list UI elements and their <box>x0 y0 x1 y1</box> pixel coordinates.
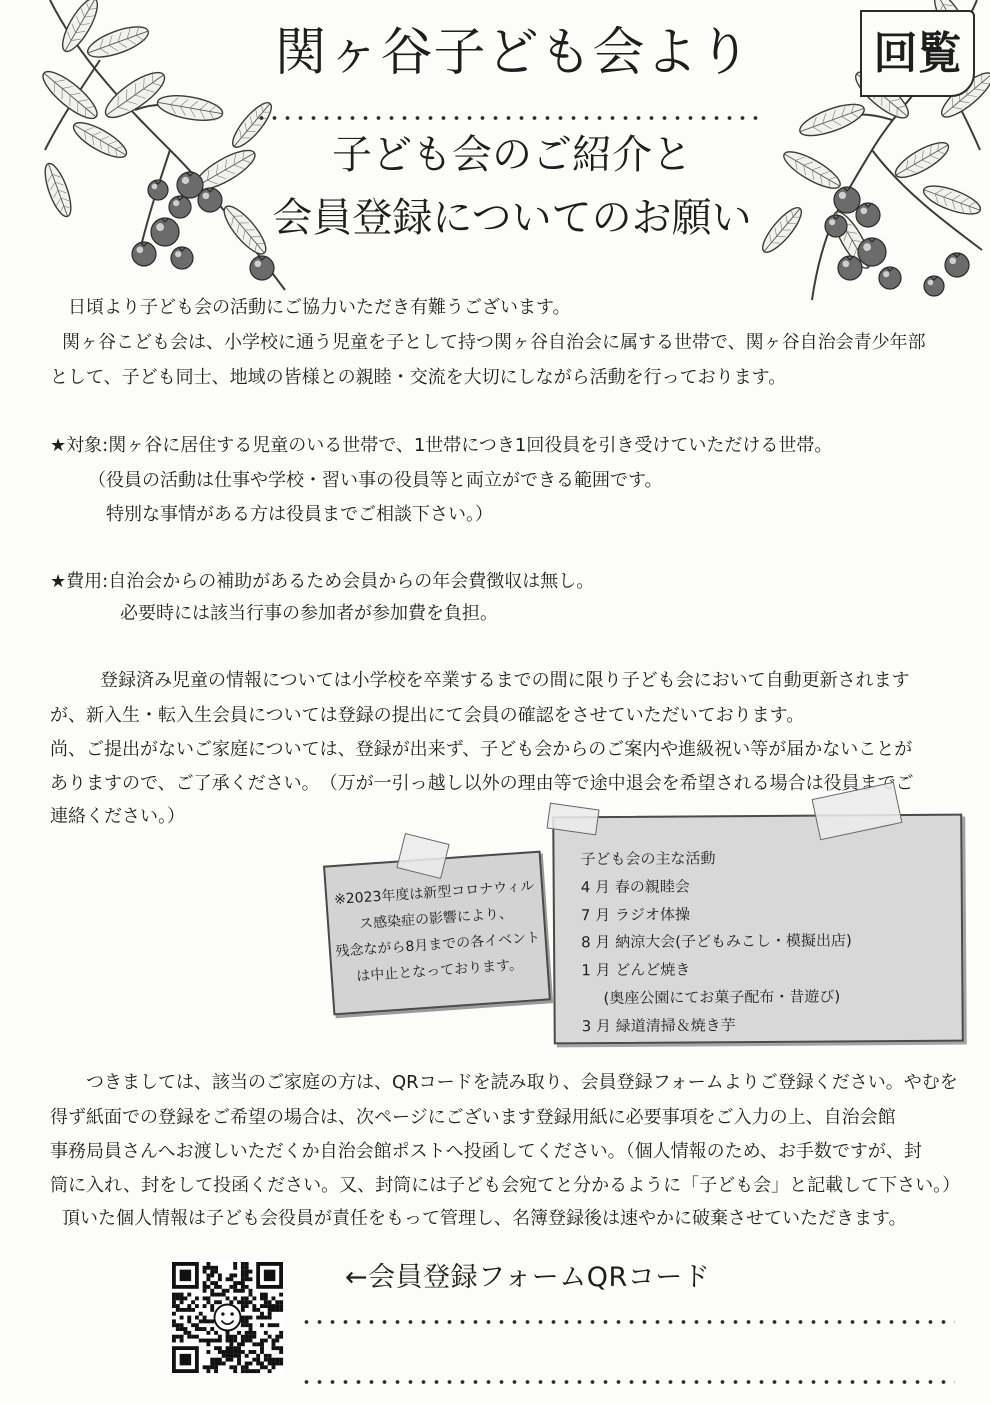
registration-line: が、新入生・転入生会員については登録の提出にて会員の確認をさせていただいております。 <box>50 705 805 726</box>
activity-item: 8 月 納涼大会(子どもみこし・模擬出店) <box>581 931 852 952</box>
berry-icon <box>171 247 193 269</box>
berry-icon <box>198 188 222 212</box>
berry-icon <box>856 203 880 227</box>
intro-line: 日頃より子ども会の活動にご協力いただき有難うございます。 <box>68 297 571 318</box>
activity-item: 3 月 緑道清掃＆焼き芋 <box>581 1015 736 1036</box>
target-line: 特別な事情がある方は役員までご相談下さい。） <box>106 504 493 525</box>
leaf-icon <box>891 136 953 183</box>
caption-dotted-divider <box>300 1379 955 1385</box>
target-line: ★対象:関ヶ谷に居住する児童のいる世帯で、1世帯につき1回役員を引き受けていただける世帯。 <box>50 435 833 456</box>
qr-code-caption: ←会員登録フォームQRコード <box>345 1262 711 1293</box>
berry-icon <box>151 218 179 246</box>
closing-line: 得ず紙面での登録をご希望の場合は、次ページにございます登録用紙に必要事項をご入力の上、自治会館 <box>50 1107 896 1128</box>
target-line: （役員の活動は仕事や学校・習い事の役員等と両立ができる範囲です。 <box>88 470 663 491</box>
closing-line: つきましては、該当のご家庭の方は、QRコードを読み取り、会員登録フォームよりご登録ください。やむを <box>86 1072 958 1093</box>
berry-icon <box>825 215 847 237</box>
registration-line: 登録済み児童の情報については小学校を卒業するまでの間に限り子ども会において自動更新されます <box>100 670 910 691</box>
berry-icon <box>148 180 168 200</box>
page-title: 関ヶ谷子ども会より <box>274 23 752 83</box>
berry-icon <box>834 187 860 213</box>
fee-line: 必要時には該当行事の参加者が参加費を負担。 <box>120 603 498 624</box>
notice-line: は中止となっております。 <box>355 957 524 985</box>
notice-line: ス感染症の影響により、 <box>358 905 514 933</box>
closing-line: 筒に入れ、封をして投函ください。又、封筒には子ども会宛てと分かるように「子ども会」と記載して下さい。） <box>50 1175 961 1196</box>
title-dotted-divider <box>255 115 760 121</box>
leaf-icon <box>779 145 844 194</box>
registration-line: ありますので、ご了承ください。 （万が一引っ越し以外の理由等で途中退会を希望される場合は役員までご <box>50 773 914 794</box>
subtitle-line-2: 会員登録についてのお願い <box>272 195 752 241</box>
leaf-icon <box>920 180 983 219</box>
leaf-icon <box>156 91 225 124</box>
berry-icon <box>132 242 156 266</box>
smiley-icon <box>214 1304 240 1330</box>
activity-item: 4 月 春の親睦会 <box>580 877 690 897</box>
leaf-icon <box>69 116 131 163</box>
caption-dotted-divider <box>300 1319 955 1325</box>
intro-line: として、子ども同士、地域の皆様との親睦・交流を大切にしながら活動を行っております。 <box>50 367 787 388</box>
berry-icon <box>945 253 969 277</box>
registration-line: 連絡ください。） <box>50 806 185 827</box>
leaf-icon <box>99 65 170 125</box>
berry-icon <box>250 256 274 280</box>
closing-line: 事務局員さんへお渡しいただくか自治会館ポストへ投函してください。（個人情報のため、お手数ですが、封 <box>50 1141 922 1162</box>
fee-line: ★費用:自治会からの補助があるため会員からの年会費徴収は無し。 <box>50 571 595 592</box>
berry-icon <box>838 256 862 280</box>
leaf-icon <box>40 161 76 220</box>
activities-title: 子ども会の主な活動 <box>580 849 716 869</box>
qr-code-icon <box>172 1262 283 1373</box>
leaf-icon <box>757 203 807 257</box>
registration-line: 尚、ご提出がないご家庭については、登録が出来ず、子ども会からのご案内や進級祝い等が届かないことが <box>50 739 913 760</box>
leaf-icon <box>796 98 867 142</box>
notice-line: 残念ながら8月までの各イベント <box>335 929 541 961</box>
berry-icon <box>169 196 191 218</box>
activity-item: 7 月 ラジオ体操 <box>580 905 691 924</box>
berry-icon <box>924 276 944 296</box>
circulation-stamp: 回覧 <box>860 10 975 97</box>
berry-icon <box>858 238 886 266</box>
intro-line: 関ヶ谷こども会は、小学校に通う児童を子として持つ関ヶ谷自治会に属する世帯で、関ヶ谷自治会青少年部 <box>62 332 926 353</box>
subtitle-line-1: 子ども会のご紹介と <box>332 132 692 178</box>
activity-item: 1 月 どんど焼き <box>581 960 691 980</box>
activities-box <box>552 814 964 1045</box>
berry-icon <box>879 267 901 289</box>
closing-line: 頂いた個人情報は子ども会役員が責任をもって管理し、名簿登録後は速やかに破棄させていただきます。 <box>62 1208 907 1229</box>
activity-item-detail: (奥座公園にてお菓子配布・昔遊び) <box>603 987 841 1008</box>
leaf-icon <box>37 65 103 126</box>
leaf-icon <box>84 21 152 64</box>
notice-line: ※2023年度は新型コロナウィル <box>333 878 535 909</box>
